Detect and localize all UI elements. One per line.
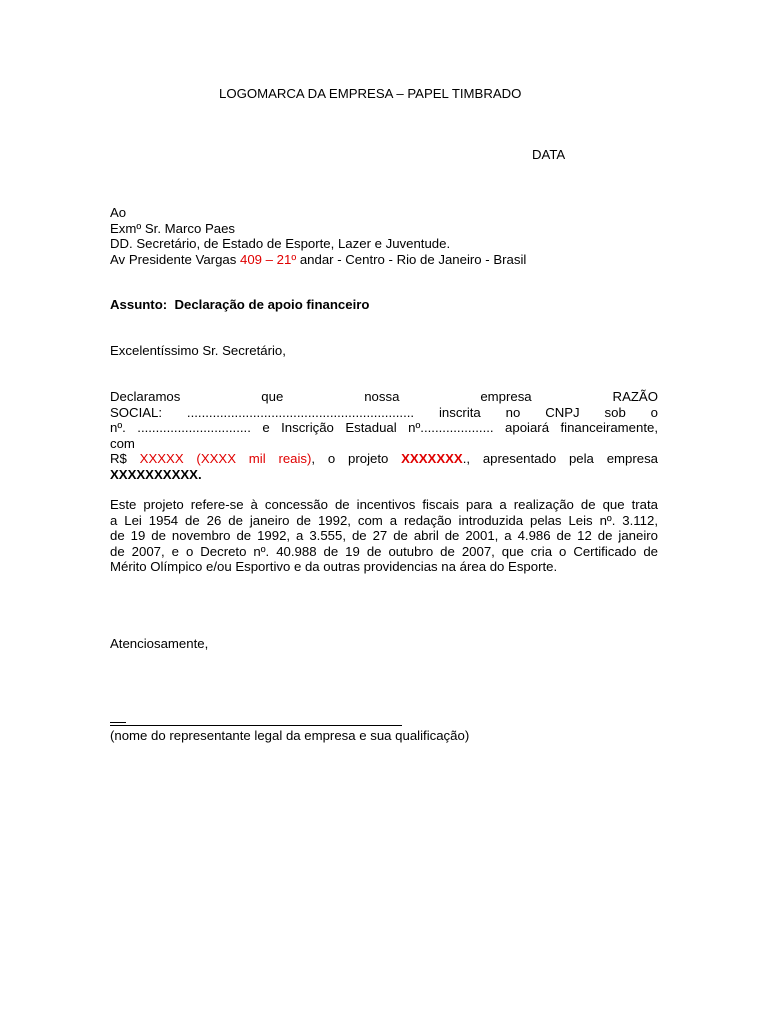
- project-line-3: de 19 de novembro de 1992, a 3.555, de 27 de abril de 2001, a 4.986 de 12 de janeiro: [110, 528, 658, 543]
- currency-symbol: R$: [110, 451, 140, 466]
- subject-label: Assunto:: [110, 297, 168, 312]
- address-number: 409 – 21º: [240, 251, 297, 267]
- declaration-line-1: Declaramos que nossa empresa RAZÃO: [110, 389, 658, 404]
- project-line-4: de 2007, e o Decreto nº. 40.988 de 19 de outubro de 2007, que cria o Certificado de: [110, 543, 658, 559]
- project-line-1: Este projeto refere-se à concessão de incentivos fiscais para a realização de que trata: [110, 497, 658, 512]
- recipient-block: [110, 205, 526, 267]
- declaration-line-4: com: [110, 435, 135, 451]
- project-line-5: Mérito Olímpico e/ou Esportivo e da outras providencias na área do Esporte.: [110, 559, 558, 574]
- recipient-line-2: Exmº Sr. Marco Paes: [110, 220, 236, 236]
- address-suffix: andar - Centro - Rio de Janeiro - Brasil: [296, 251, 527, 267]
- project-line-2: a Lei 1954 de 26 de janeiro de 1992, com a redação introduzida pelas Leis nº. 3.112,: [110, 512, 658, 528]
- letterhead-title: LOGOMARCA DA EMPRESA – PAPEL TIMBRADO: [219, 86, 522, 101]
- paragraph-declaration: [110, 389, 658, 482]
- amount-mid: , o projeto: [311, 451, 402, 466]
- signature-tick: [110, 722, 126, 723]
- declaration-line-2: SOCIAL: .............................................................. inscrita no CNPJ sob o: [110, 404, 658, 420]
- address-prefix: Av Presidente Vargas: [110, 251, 240, 267]
- project-name: XXXXXXX: [401, 451, 463, 466]
- recipient-line-3: DD. Secretário, de Estado de Esporte, Lazer e Juventude.: [110, 236, 451, 251]
- declaration-line-5: [110, 451, 658, 467]
- amount-tail: ., apresentado pela empresa: [462, 451, 658, 466]
- declaration-line-6: XXXXXXXXXX.: [110, 466, 202, 482]
- recipient-address: [110, 252, 526, 268]
- date-field: DATA: [532, 147, 566, 162]
- salutation: Excelentíssimo Sr. Secretário,: [110, 343, 286, 358]
- closing: Atenciosamente,: [110, 636, 209, 651]
- signature-line: [110, 725, 402, 726]
- amount-value: XXXXX (XXXX mil reais): [139, 451, 312, 466]
- subject-text: Declaração de apoio financeiro: [174, 297, 370, 312]
- declaration-line-3: nº. ............................... e Inscrição Estadual nº.................... apoiará financeiramente,: [110, 420, 658, 435]
- paragraph-project: [110, 497, 658, 575]
- signature-caption: (nome do representante legal da empresa e sua qualificação): [110, 728, 470, 743]
- recipient-line-1: Ao: [110, 205, 127, 220]
- subject-line: [110, 297, 369, 313]
